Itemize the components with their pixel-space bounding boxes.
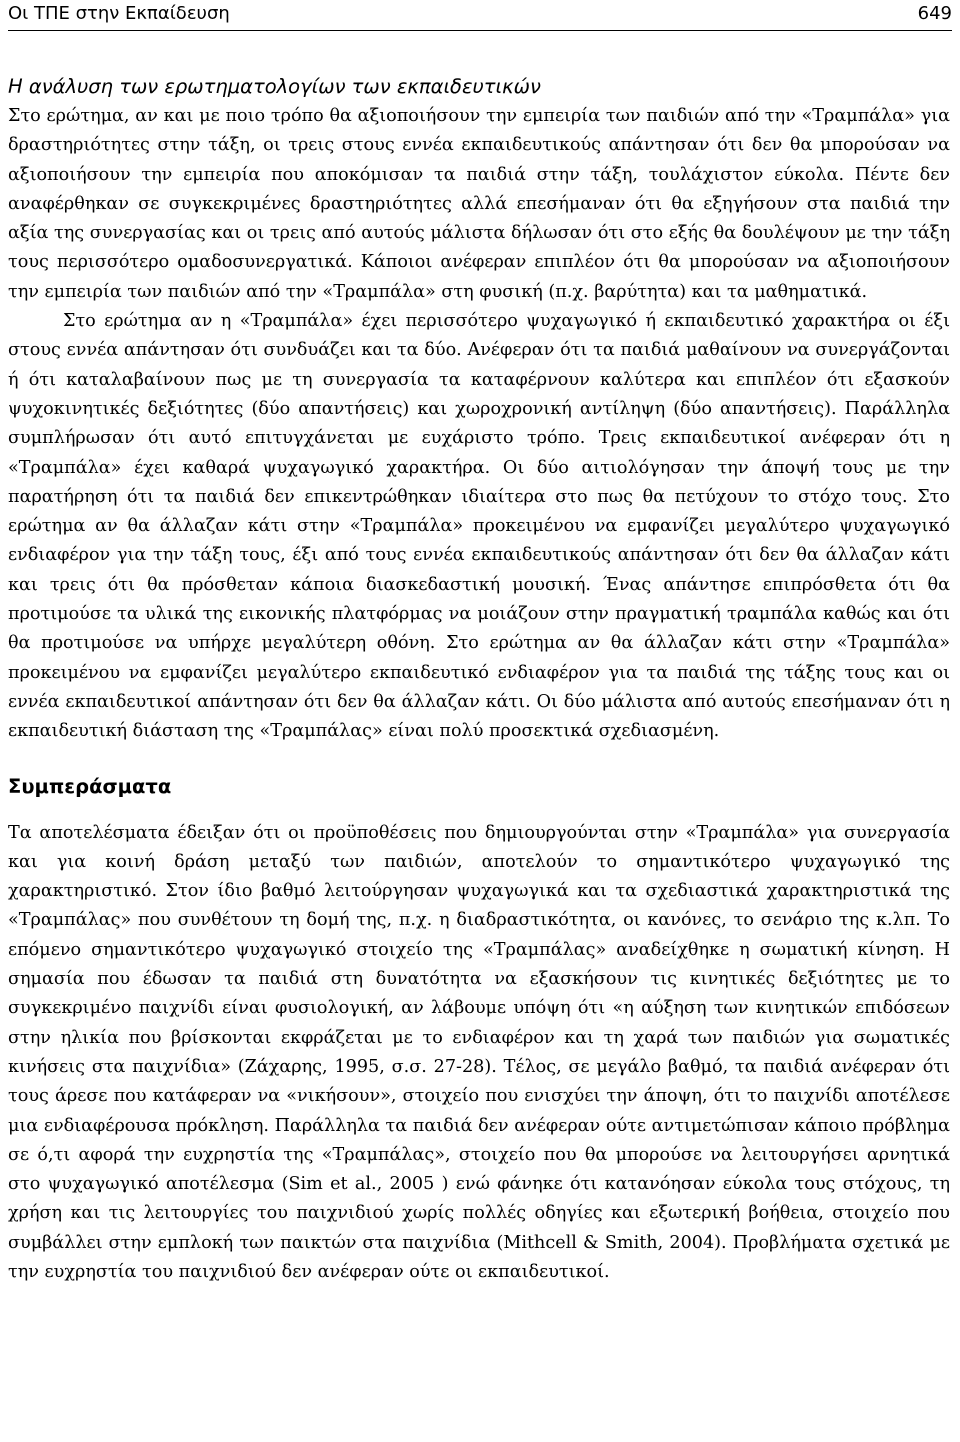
journal-title: Οι ΤΠΕ στην Εκπαίδευση [8, 3, 230, 24]
page-number: 649 [917, 3, 952, 24]
page-body [8, 72, 950, 1287]
body-paragraph: Στο ερώτημα αν η «Τραμπάλα» έχει περισσότερο ψυχαγωγικό ή εκπαιδευτικό χαρακτήρα οι έξι στους εννέα απάντησαν ότι συνδυάζει και τα δύο. Ανέφεραν ότι τα παιδιά μαθαίνουν να συνεργάζονται ή ότι καταλαβαίνουν πως με τη συνεργασία τα καταφέρνουν καλύτερα και επιπλέον ότι εξασκούν ψυχοκινητικές δεξιότητες (δύο απαντήσεις) και χωροχρονική αντίληψη (δύο απαντήσεις). Παράλληλα συμπλήρωσαν ότι αυτό επιτυγχάνεται με ευχάριστο τρόπο. Τρεις εκπαιδευτικοί ανέφεραν ότι η «Τραμπάλα» έχει καθαρά ψυχαγωγικό χαρακτήρα. Οι δύο αιτιολόγησαν την άποψή τους με την παρατήρηση ότι τα παιδιά δεν επικεντρώθηκαν ιδιαίτερα στο πως θα πετύχουν το στόχο τους. Στο ερώτημα αν θα άλλαζαν κάτι στην «Τραμπάλα» προκειμένου να εμφανίζει μεγαλύτερο ψυχαγωγικό ενδιαφέρον για την τάξη τους, έξι από τους εννέα εκπαιδευτικούς απάντησαν ότι δεν θα άλλαζαν κάτι και τρεις ότι θα πρόσθεταν κάποια διασκεδαστική μουσική. Ένας απάντησε επιπρόσθετα ότι θα προτιμούσε τα υλικά της εικονικής πλατφόρμας να μοιάζουν στην πραγματική τραμπάλα καθώς και ότι θα προτιμούσε να υπήρχε μεγαλύτερη οθόνη. Στο ερώτημα αν θα άλλαζαν κάτι στην «Τραμπάλα» προκειμένου να εμφανίζει μεγαλύτερο εκπαιδευτικό ενδιαφέρον για τα παιδιά της τάξης τους και οι εννέα εκπαιδευτικοί απάντησαν ότι δεν θα άλλαζαν κάτι. Οι δύο μάλιστα από αυτούς επεσήμαναν ότι η εκπαιδευτική διάσταση της «Τραμπάλας» είναι πολύ προσεκτικά σχεδιασμένη. [8, 311, 950, 742]
section-conclusions [8, 772, 950, 1288]
body-paragraph: Στο ερώτημα, αν και με ποιο τρόπο θα αξιοποιήσουν την εμπειρία των παιδιών από την «Τραμπάλα» για δραστηριότητες στην τάξη, οι τρεις στους εννέα εκπαιδευτικούς απάντησαν ότι δεν θα μπορούσαν να αξιοποιήσουν την εμπειρία που αποκόμισαν τα παιδιά στην τάξη, τουλάχιστον εύκολα. Πέντε δεν αναφέρθηκαν σε συγκεκριμένες δραστηριότητες αλλά επεσήμαναν ότι θα εξηγήσουν στα παιδιά την αξία της συνεργασίας και οι τρεις από αυτούς μάλιστα δήλωσαν ότι στο εξής θα δουλέψουν με την τάξη τους περισσότερο ομαδοσυνεργατικά. Κάποιοι ανέφεραν επιπλέον ότι θα μπορούσαν να αξιοποιήσουν την εμπειρία των παιδιών από την «Τραμπάλα» στη φυσική (π.χ. βαρύτητα) και τα μαθηματικά. [8, 106, 950, 302]
section-teacher-questionnaires [8, 72, 950, 747]
running-header [8, 0, 952, 31]
section-heading: Η ανάλυση των ερωτηματολογίων των εκπαιδευτικών [8, 75, 541, 98]
body-paragraph: Τα αποτελέσματα έδειξαν ότι οι προϋποθέσεις που δημιουργούνται στην «Τραμπάλα» για συνεργασία και για κοινή δράση μεταξύ των παιδιών, αποτελούν το σημαντικότερο ψυχαγωγικό της χαρακτηριστικό. Στον ίδιο βαθμό λειτούργησαν ψυχαγωγικά και τα σχεδιαστικά χαρακτηριστικά της «Τραμπάλας» που συνθέτουν τη δομή της, π.χ. η διαδραστικότητα, οι κανόνες, το σενάριο της κ.λπ. Το επόμενο σημαντικότερο ψυχαγωγικό στοιχείο της «Τραμπάλας» αναδείχθηκε η σωματική κίνηση. Η σημασία που έδωσαν τα παιδιά στη δυνατότητα να εξασκήσουν τις κινητικές δεξιότητες με το συγκεκριμένο παιχνίδι είναι φυσιολογική, αν λάβουμε υπόψη ότι «η αύξηση των κινητικών επιδόσεων στην ηλικία που βρίσκονται εκφράζεται με το ενδιαφέρον και τη χαρά των παιδιών για σωματικές κινήσεις στα παιχνίδια» (Ζάχαρης, 1995, σ.σ. 27-28). Τέλος, σε μεγάλο βαθμό, τα παιδιά ανέφεραν ότι τους άρεσε που κατάφεραν να «νικήσουν», στοιχείο που ενισχύει την άποψη, ότι το παιχνίδι αποτέλεσε μια ενδιαφέρουσα πρόκληση. Παράλληλα τα παιδιά δεν ανέφεραν ούτε αντιμετώπισαν κάποιο πρόβλημα σε ό,τι αφορά την ευχρηστία της «Τραμπάλας», στοιχείο που θα μπορούσε να λειτουργήσει αρνητικά στο ψυχαγωγικό αποτέλεσμα (Sim et al., 2005 ) ενώ φάνηκε ότι κατανόησαν εύκολα τους στόχους, τη χρήση και τις λειτουργίες του παιχνιδιού χωρίς πολλές οδηγίες και εξωτερική βοήθεια, στοιχείο που συμβάλλει στην εμπλοκή των παικτών στα παιχνίδια (Mithcell & Smith, 2004). Προβλήματα σχετικά με την ευχρηστία του παιχνιδιού δεν ανέφεραν ούτε οι εκπαιδευτικοί. [8, 822, 950, 1282]
section-heading: Συμπεράσματα [8, 774, 172, 798]
